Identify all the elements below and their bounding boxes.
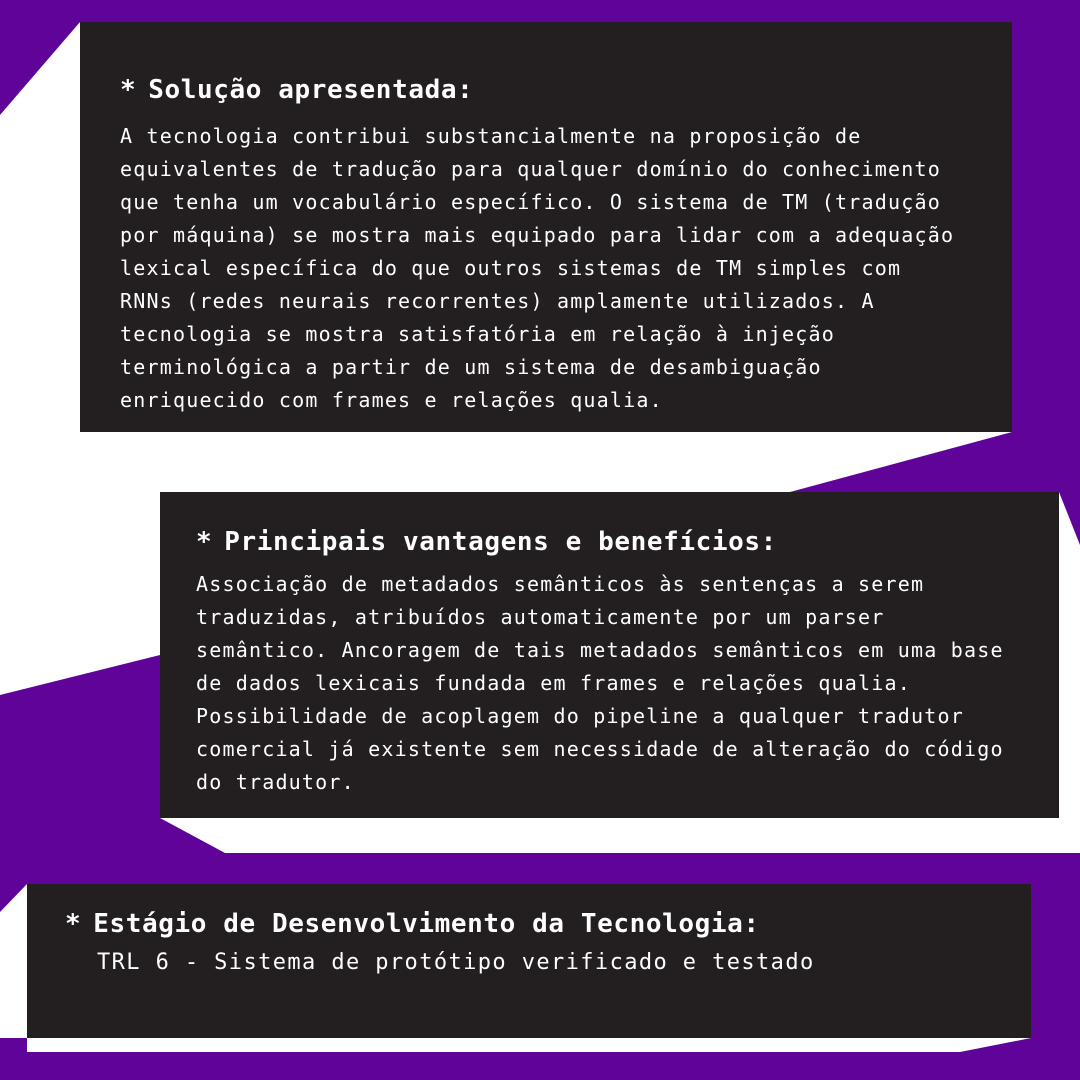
body-line: que tenha um vocabulário específico. O sistema de TM (tradução <box>120 190 941 214</box>
trl-status-text: TRL 6 - Sistema de protótipo verificado e testado <box>97 950 815 975</box>
section-title: Estágio de Desenvolvimento da Tecnologia: <box>93 909 760 939</box>
body-line: tecnologia se mostra satisfatória em relação à injeção <box>120 322 836 346</box>
section-estagio-desenvolvimento <box>27 884 1031 1038</box>
white-accent-bottom <box>160 818 1059 853</box>
body-line: lexical específica do que outros sistemas de TM simples com <box>120 256 902 280</box>
section-body <box>120 120 1012 417</box>
body-line: enriquecido com frames e relações qualia. <box>120 388 663 412</box>
section-title: Principais vantagens e benefícios: <box>224 527 777 557</box>
body-line: equivalentes de tradução para qualquer domínio do conhecimento <box>120 157 941 181</box>
body-line: traduzidas, atribuídos automaticamente por um parser <box>196 605 885 629</box>
body-line: de dados lexicais fundada em frames e relações qualia. <box>196 671 912 695</box>
body-line: A tecnologia contribui substancialmente na proposição de <box>120 124 862 148</box>
section-principais-vantagens <box>160 492 1059 818</box>
body-line: Associação de metadados semânticos às sentenças a serem <box>196 572 925 596</box>
asterisk-icon: * <box>120 75 137 105</box>
body-line: por máquina) se mostra mais equipado para lidar com a adequação <box>120 223 955 247</box>
body-line: semântico. Ancoragem de tais metadados semânticos em uma base <box>196 638 1004 662</box>
body-line: do tradutor. <box>196 770 355 794</box>
section-heading <box>196 526 1059 558</box>
purple-base-band <box>0 1052 1080 1080</box>
white-accent-base <box>27 1038 1031 1052</box>
section-title: Solução apresentada: <box>148 75 474 105</box>
section-body <box>196 568 1059 799</box>
body-line: comercial já existente sem necessidade de alteração do código <box>196 737 1004 761</box>
body-line: terminológica a partir de um sistema de desambiguação <box>120 355 822 379</box>
purple-right-bottom <box>1059 853 1080 1080</box>
asterisk-icon: * <box>65 909 82 939</box>
section-heading <box>65 908 1031 940</box>
body-line: Possibilidade de acoplagem do pipeline a qualquer tradutor <box>196 704 964 728</box>
asterisk-icon: * <box>196 527 213 557</box>
body-line: RNNs (redes neurais recorrentes) amplamente utilizados. A <box>120 289 875 313</box>
section-heading <box>120 74 1012 106</box>
section-solucao-apresentada <box>80 22 1012 432</box>
white-accent-lower-left <box>0 884 27 1038</box>
